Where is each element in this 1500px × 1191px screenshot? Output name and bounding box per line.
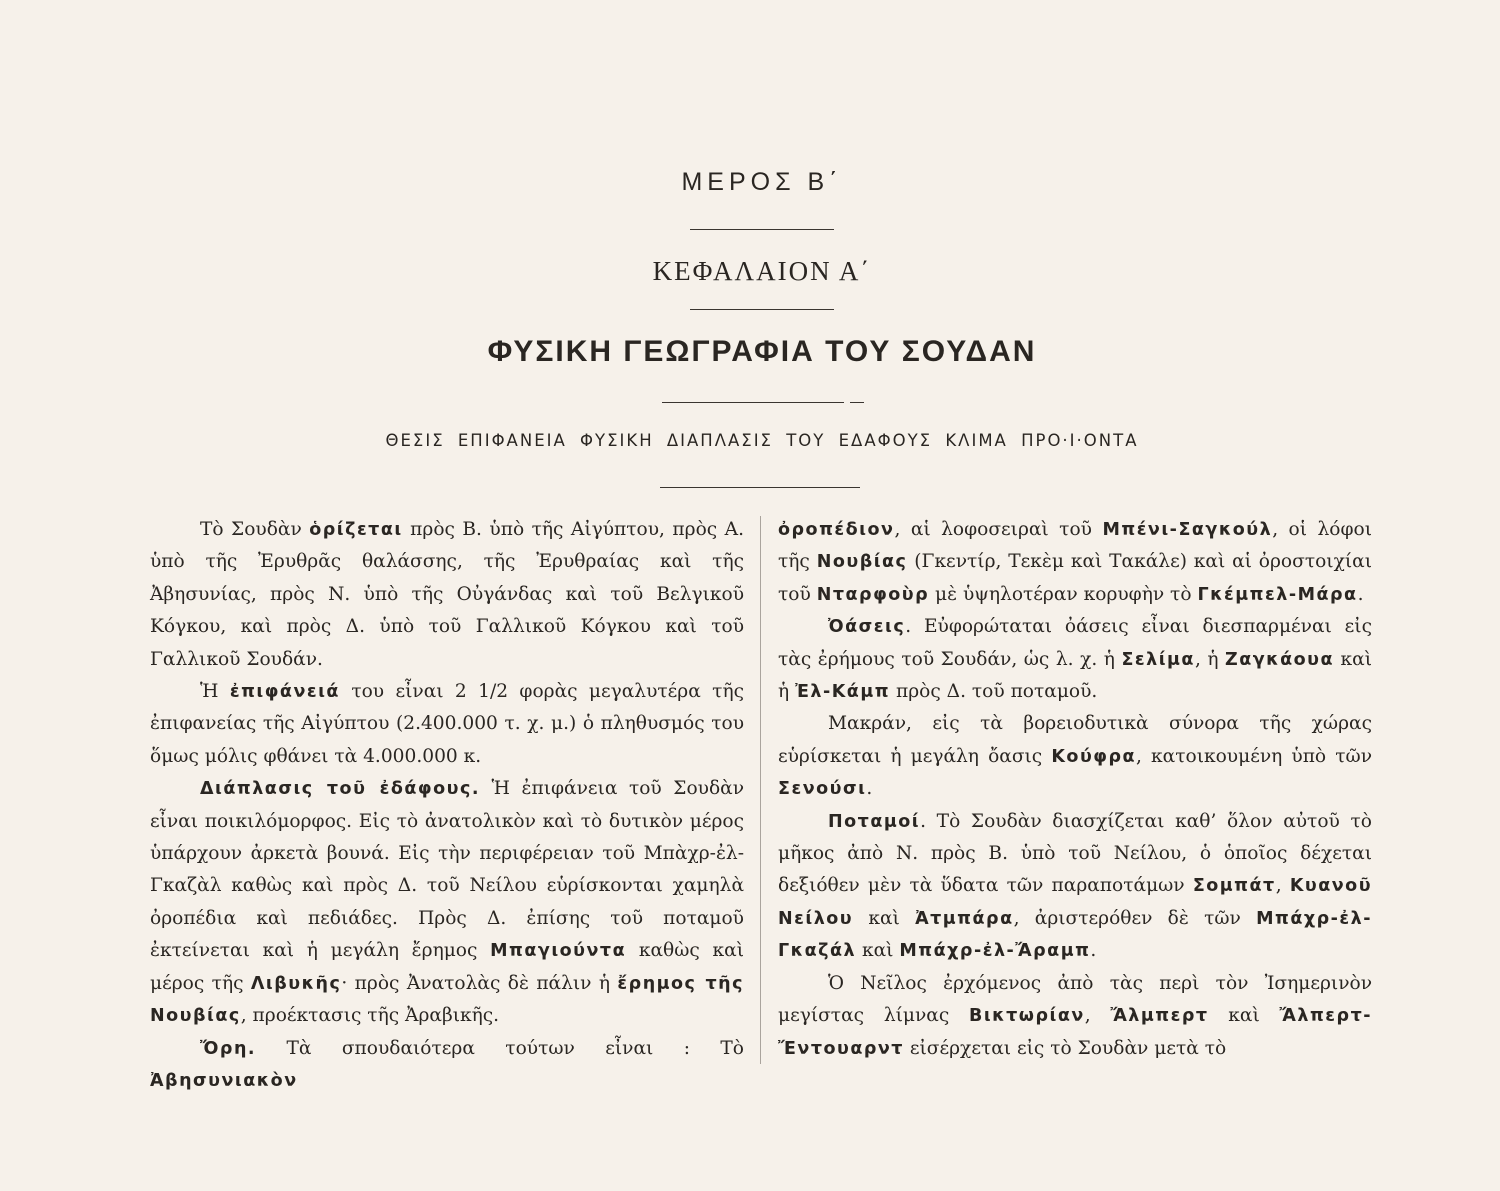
text-run: καὶ [856,940,900,962]
emphasized-term: Σενούσι [778,779,867,800]
rule-4 [660,487,860,488]
rule-2 [690,309,834,310]
rule-3b [850,402,864,403]
left-column [150,514,744,1174]
emphasized-term: Ἐλ-Κάμπ [795,682,891,703]
text-run: . [866,778,873,800]
text-run: καὶ [1208,1005,1280,1027]
paragraph [150,773,744,1032]
emphasized-term: Κούφρα [1051,746,1136,767]
emphasized-term: Ἄλμπερτ [1110,1006,1209,1027]
paragraph [778,708,1372,805]
emphasized-term: Ζαγκάουα [1225,649,1334,670]
emphasized-term: Μπαγιούντα [490,941,627,962]
text-run: καὶ ἡ [778,648,1372,703]
emphasized-term: Ὀάσεις [828,617,906,638]
emphasized-term: Σομπάτ [1192,876,1276,897]
emphasized-term: Ἀβησυνιακὸν [150,1070,298,1091]
part-heading: ΜΕΡΟΣ Β΄ [681,168,843,196]
text-run: · πρὸς Ἀνατολὰς δὲ πάλιν ἡ [341,972,618,994]
chapter-subtitle: ΘΕΣΙΣ ΕΠΙΦΑΝΕΙΑ ΦΥΣΙΚΗ ΔΙΑΠΛΑΣΙΣ ΤΟΥ ΕΔΑΦΟΥΣ ΚΛΙΜΑ ΠΡΟ·Ι·ΟΝΤΑ [385,431,1139,450]
rule-3a [662,402,844,403]
text-run: , κατοικουμένη ὑπὸ τῶν [1136,745,1372,767]
emphasized-term: Μπάχρ-ἐλ-Γκαζάλ [778,908,1373,962]
text-run: , οἱ λόφοι τῆς [778,519,1372,573]
emphasized-term: Μπάχρ-ἐλ-Ἄραμπ [899,941,1091,962]
text-run: . Τὸ Σουδὰν διασχίζεται καθ’ ὅλον αὐτοῦ τὸ μῆκος ἀπὸ Ν. πρὸς Β. ὑπὸ τοῦ Νείλου, ὁ ὁποῖος δέχεται δεξιόθεν μὲν τὰ ὕδατα τῶν παραποτάμων [778,810,1372,897]
text-run: Τὰ σπουδαιότερα τούτων εἶναι : Τὸ [256,1037,744,1059]
column-separator [744,514,778,1174]
emphasized-term: ὁρίζεται [309,520,403,540]
emphasized-term: Ἀτμπάρα [915,908,1014,929]
emphasized-term: Γκέμπελ-Μάρα [1197,584,1358,605]
text-run: εἰσέρχεται εἰς τὸ Σουδὰν μετὰ τὸ [903,1037,1227,1059]
text-run: πρὸς Β. ὑπὸ τῆς Αἰγύπτου, πρὸς Α. ὑπὸ τῆς Ἐρυθρᾶς θαλάσσης, τῆς Ἐρυθραίας καὶ τῆς Ἀβησυνίας, πρὸς Ν. ὑπὸ τῆς Οὐγάνδας καὶ τοῦ Βελγικοῦ Κόγκου, καὶ πρὸς Δ. ὑπὸ τοῦ Γαλλικοῦ Κόγκου καὶ τοῦ Γαλλικοῦ Σουδάν. [150,519,744,670]
emphasized-term: Ἄλπερτ-Ἔντουαρντ [778,1006,1372,1059]
emphasized-term: ἐπιφάνειά [229,682,340,703]
text-run: , ἡ [1194,648,1226,670]
text-run: του εἶναι 2 1/2 φορὰς μεγαλυτέρα τῆς ἐπιφανείας τῆς Αἰγύπτου (2.400.000 τ. χ. μ.) ὁ πληθυσμός του ὅμως μόλις φθάνει τὰ 4.000.000 κ. [150,681,744,767]
emphasized-term: Νουβίας [816,552,908,573]
text-run: Ἡ ἐπιφάνεια τοῦ Σουδὰν εἶναι ποικιλόμορφος. Εἰς τὸ ἀνατολικὸν καὶ τὸ δυτικὸν μέρος ὑπάρχουν ἀρκετὰ βουνά. Εἰς τὴν περιφέρειαν τοῦ Μπὰχρ-ἐλ-Γκαζὰλ καθὼς καὶ πρὸς Δ. τοῦ Νείλου εὑρίσκονται χαμηλὰ ὀροπέδια καὶ πεδιάδες. Πρὸς Δ. ἐπίσης τοῦ ποταμοῦ ἐκτείνεται καὶ ἡ μεγάλη ἔρημος [150,778,744,962]
text-run: μὲ ὑψηλοτέραν κορυφὴν τὸ [929,583,1198,605]
paragraph [150,676,744,773]
emphasized-term: Διάπλασις τοῦ ἐδάφους. [200,779,480,800]
paragraph [150,514,744,676]
chapter-heading: ΚΕΦΑΛΑΙΟΝ Α΄ [652,256,872,286]
paragraph [150,1033,744,1098]
emphasized-term: Βικτωρίαν [969,1006,1085,1027]
text-run: , [1275,875,1290,897]
paragraph [778,968,1372,1065]
text-run: Τὸ Σουδὰν [200,519,310,540]
text-run: πρὸς Δ. τοῦ ποταμοῦ. [890,681,1098,703]
text-run: . [1090,940,1097,962]
emphasized-term: Ὄρη. [200,1038,257,1059]
emphasized-term: Κυανοῦ Νείλου [778,876,1373,929]
emphasized-term: ἔρημος τῆς Νουβίας [150,973,745,1027]
text-run: , [1084,1005,1111,1027]
text-columns [150,514,1372,1174]
page-title: ΦΥΣΙΚΗ ΓΕΩΓΡΑΦΙΑ ΤΟΥ ΣΟΥΔΑΝ [487,335,1037,368]
text-run: , προέκτασις τῆς Ἀραβικῆς. [240,1005,500,1027]
emphasized-term: Ποταμοί [828,811,921,832]
emphasized-term: Σελίμα [1121,649,1195,670]
text-run: Μακράν, εἰς τὰ βορειοδυτικὰ σύνορα τῆς χώρας εὑρίσκεται ἡ μεγάλη ὄασις [778,713,1372,767]
emphasized-term: Μπένι-Σαγκούλ [1102,520,1273,540]
text-run: , αἱ λοφοσειραὶ τοῦ [894,519,1103,540]
text-run: καὶ [853,907,916,929]
text-run: . [1357,583,1364,605]
text-run: Ἡ [200,681,230,703]
text-run: (Γκεντίρ, Τεκὲμ καὶ Τακάλε) καὶ αἱ ὀροστοιχίαι τοῦ [778,551,1372,605]
paragraph [778,514,1372,611]
text-run: , ἀριστερόθεν δὲ τῶν [1013,907,1257,929]
text-run: Ὁ Νεῖλος ἐρχόμενος ἀπὸ τὰς περὶ τὸν Ἰσημερινὸν μεγίστας λίμνας [778,972,1372,1027]
paragraph [778,806,1372,968]
emphasized-term: Νταρφοὺρ [816,584,930,605]
right-column [778,514,1372,1174]
paragraph [778,611,1372,708]
emphasized-term: Λιβυκῆς [250,973,342,994]
emphasized-term: ὀροπέδιον [778,520,895,540]
text-run: . Εὐφορώταται ὀάσεις εἶναι διεσπαρμέναι εἰς τὰς ἐρήμους τοῦ Σουδάν, ὡς λ. χ. ἡ [778,616,1372,670]
rule-1 [690,229,834,230]
text-run: καθὼς καὶ μέρος τῆς [150,940,744,994]
